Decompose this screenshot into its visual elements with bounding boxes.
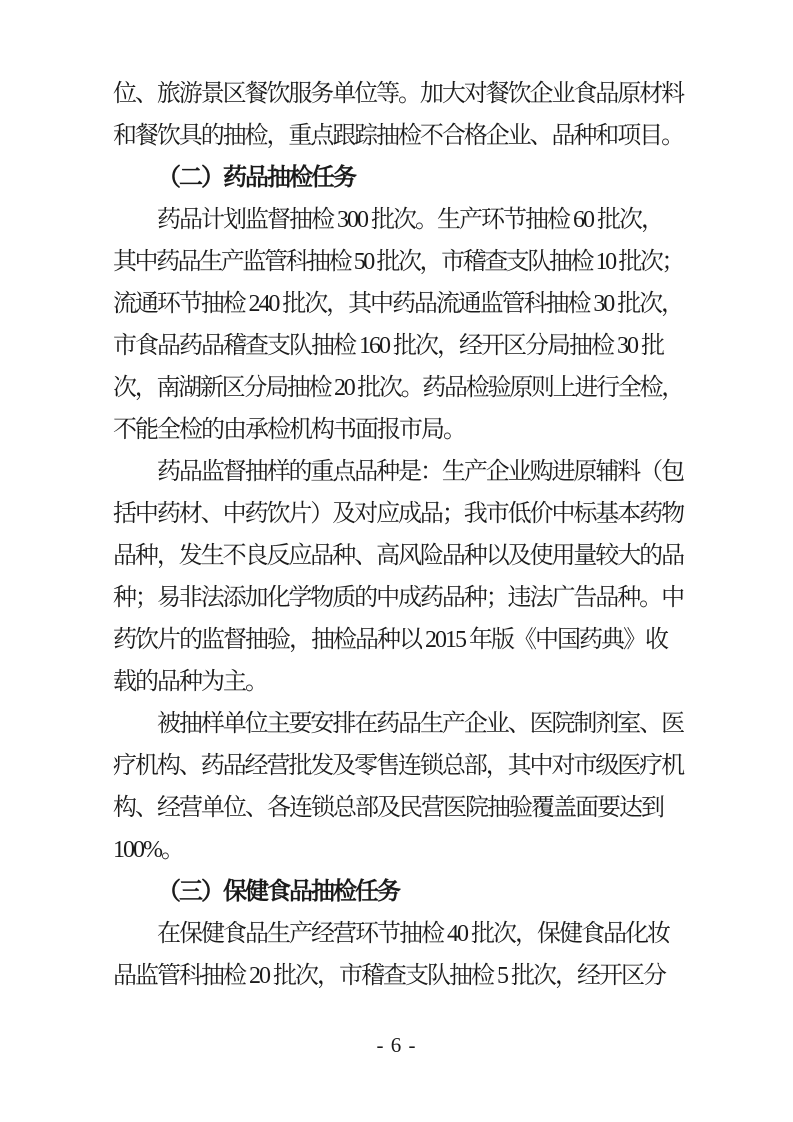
text-line: 疗机构、药品经营批发及零售连锁总部，其中对市级医疗机 [113,753,683,779]
text-line: 其中药品生产监管科抽检 50 批次，市稽查支队抽检 10 批次； [113,249,683,275]
text-line: 括中药材、中药饮片）及对应成品；我市低价中标基本药物 [113,501,683,527]
text-line: 药品计划监督抽检 300 批次。生产环节抽检 60 批次， [157,207,663,233]
text-line: 在保健食品生产经营环节抽检 40 批次，保健食品化妆 [157,921,669,947]
section-heading: （三）保健食品抽检任务 [157,879,399,905]
text-line: 品种，发生不良反应品种、高风险品种以及使用量较大的品 [113,543,683,569]
text-line: 药饮片的监督抽验，抽检品种以 2015 年版《中国药典》收 [113,627,667,653]
text-line: 种；易非法添加化学物质的中成药品种；违法广告品种。中 [113,585,683,611]
text-line: 构、经营单位、各连锁总部及民营医院抽验覆盖面要达到 [113,795,663,821]
text-line: 100%。 [113,837,183,863]
text-line: 载的品种为主。 [113,669,267,695]
text-line: 被抽样单位主要安排在药品生产企业、医院制剂室、医 [157,711,683,737]
text-line: 和餐饮具的抽检，重点跟踪抽检不合格企业、品种和项目。 [113,123,683,149]
text-line: 品监管科抽检 20 批次，市稽查支队抽检 5 批次，经开区分 [113,963,665,989]
text-block [113,73,683,997]
text-line: 次，南湖新区分局抽检 20 批次。药品检验原则上进行全检， [113,375,683,401]
text-line: 药品监督抽样的重点品种是：生产企业购进原辅料（包 [157,459,683,485]
page-number: - 6 - [376,1033,417,1057]
section-heading: （二）药品抽检任务 [157,165,355,191]
text-line: 不能全检的由承检机构书面报市局。 [113,417,465,443]
text-line: 流通环节抽检 240 批次，其中药品流通监管科抽检 30 批次， [113,291,683,317]
text-line: 市食品药品稽查支队抽检 160 批次，经开区分局抽检 30 批 [113,333,663,359]
text-line: 位、旅游景区餐饮服务单位等。加大对餐饮企业食品原材料 [113,81,683,107]
